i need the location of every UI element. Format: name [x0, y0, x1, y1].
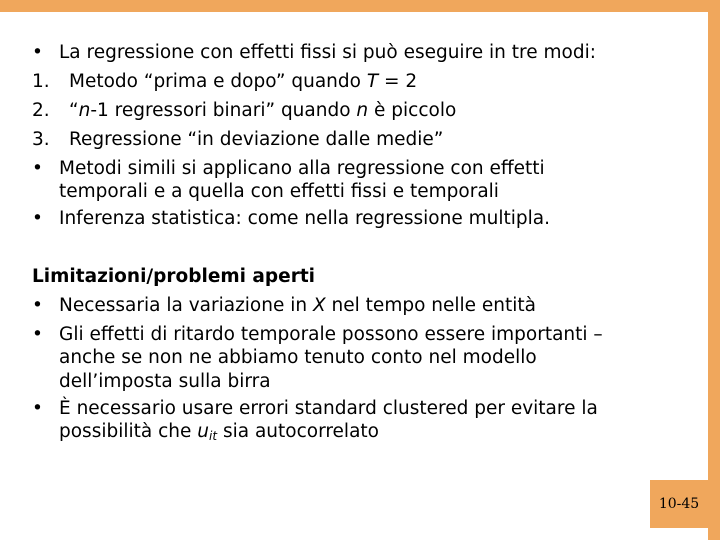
limitation-item-3	[32, 394, 692, 448]
method-text-part: = 2	[378, 71, 418, 92]
bullet-text-line: dell’imposta sulla birra	[59, 371, 271, 392]
bullet-text-part: possibilità che	[59, 421, 198, 442]
bullet-text-part: Necessaria la variazione in	[59, 295, 313, 316]
bullet-text-line	[59, 295, 536, 316]
method-text: Regressione “in deviazione dalle medie”	[69, 129, 444, 150]
bullet-text-line	[59, 420, 692, 448]
limitation-item-1	[32, 291, 692, 320]
bullet-marker: •	[32, 42, 43, 63]
limitations-heading: Limitazioni/problemi aperti	[32, 266, 316, 287]
bullet-text-part: sia autocorrelato	[217, 421, 379, 442]
method-text	[59, 100, 456, 121]
variable-n: n	[356, 100, 369, 121]
variable-n: n	[78, 100, 91, 121]
bullet-item	[32, 204, 692, 233]
bullet-marker: •	[32, 295, 43, 316]
bullet-marker: •	[32, 324, 43, 345]
method-text-part: -1 regressori binari” quando	[90, 100, 357, 121]
method-text-part: Metodo “prima e dopo” quando	[69, 71, 367, 92]
bullet-text-line: anche se non ne abbiamo tenuto conto nel modello	[59, 347, 537, 368]
bullet-marker: •	[32, 158, 43, 179]
bullet-marker: •	[32, 398, 43, 419]
method-number: 1.	[32, 71, 50, 92]
method-item-3	[32, 125, 692, 154]
variable-T: T	[366, 71, 379, 92]
page-number-badge: 10-45	[650, 480, 708, 528]
method-text-part: è piccolo	[368, 100, 457, 121]
method-number: 3.	[32, 129, 50, 150]
subscript-it: it	[209, 429, 218, 443]
variable-u: u	[197, 421, 210, 442]
bullet-marker: •	[32, 208, 43, 229]
method-text-part: “	[69, 100, 79, 121]
method-number: 2.	[32, 100, 50, 121]
intro-bullet	[32, 38, 692, 67]
intro-text: La regressione con effetti fissi si può eseguire in tre modi:	[59, 42, 596, 63]
bullet-text-line: temporali e a quella con effetti fissi e temporali	[59, 181, 499, 202]
bullet-item	[32, 154, 692, 204]
method-item-1	[32, 67, 692, 96]
limitation-item-2	[32, 320, 692, 394]
bullet-text-line: Metodi simili si applicano alla regressione con effetti	[59, 158, 545, 179]
bullet-text-line: Inferenza statistica: come nella regressione multipla.	[59, 208, 550, 229]
variable-X: X	[312, 295, 326, 316]
bullet-text-part: nel tempo nelle entità	[325, 295, 537, 316]
method-item-2	[32, 96, 692, 125]
slide-content	[32, 38, 692, 448]
method-text	[59, 71, 417, 92]
bullet-text-line: Gli effetti di ritardo temporale possono essere importanti –	[59, 324, 603, 345]
bullet-text-line: È necessario usare errori standard clustered per evitare la	[59, 398, 598, 419]
